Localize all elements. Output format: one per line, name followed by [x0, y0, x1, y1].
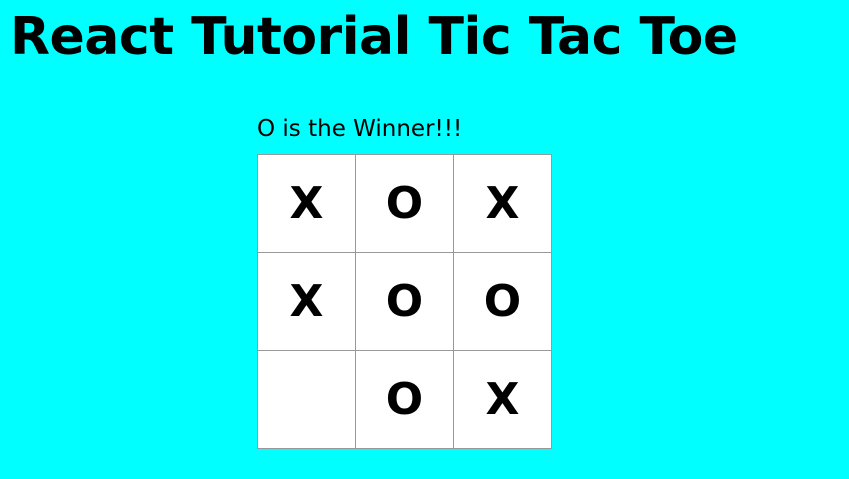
square-0[interactable]: X [257, 154, 356, 253]
square-6[interactable] [257, 350, 356, 449]
game-board [257, 155, 554, 449]
square-3[interactable]: X [257, 252, 356, 351]
board-row [257, 253, 554, 351]
board-row [257, 155, 554, 253]
square-5[interactable]: O [453, 252, 552, 351]
square-2[interactable]: X [453, 154, 552, 253]
game-status: O is the Winner!!! [257, 116, 463, 142]
square-7[interactable]: O [355, 350, 454, 449]
square-8[interactable]: X [453, 350, 552, 449]
page-title: React Tutorial Tic Tac Toe [10, 7, 738, 67]
board-row [257, 351, 554, 449]
square-1[interactable]: O [355, 154, 454, 253]
square-4[interactable]: O [355, 252, 454, 351]
